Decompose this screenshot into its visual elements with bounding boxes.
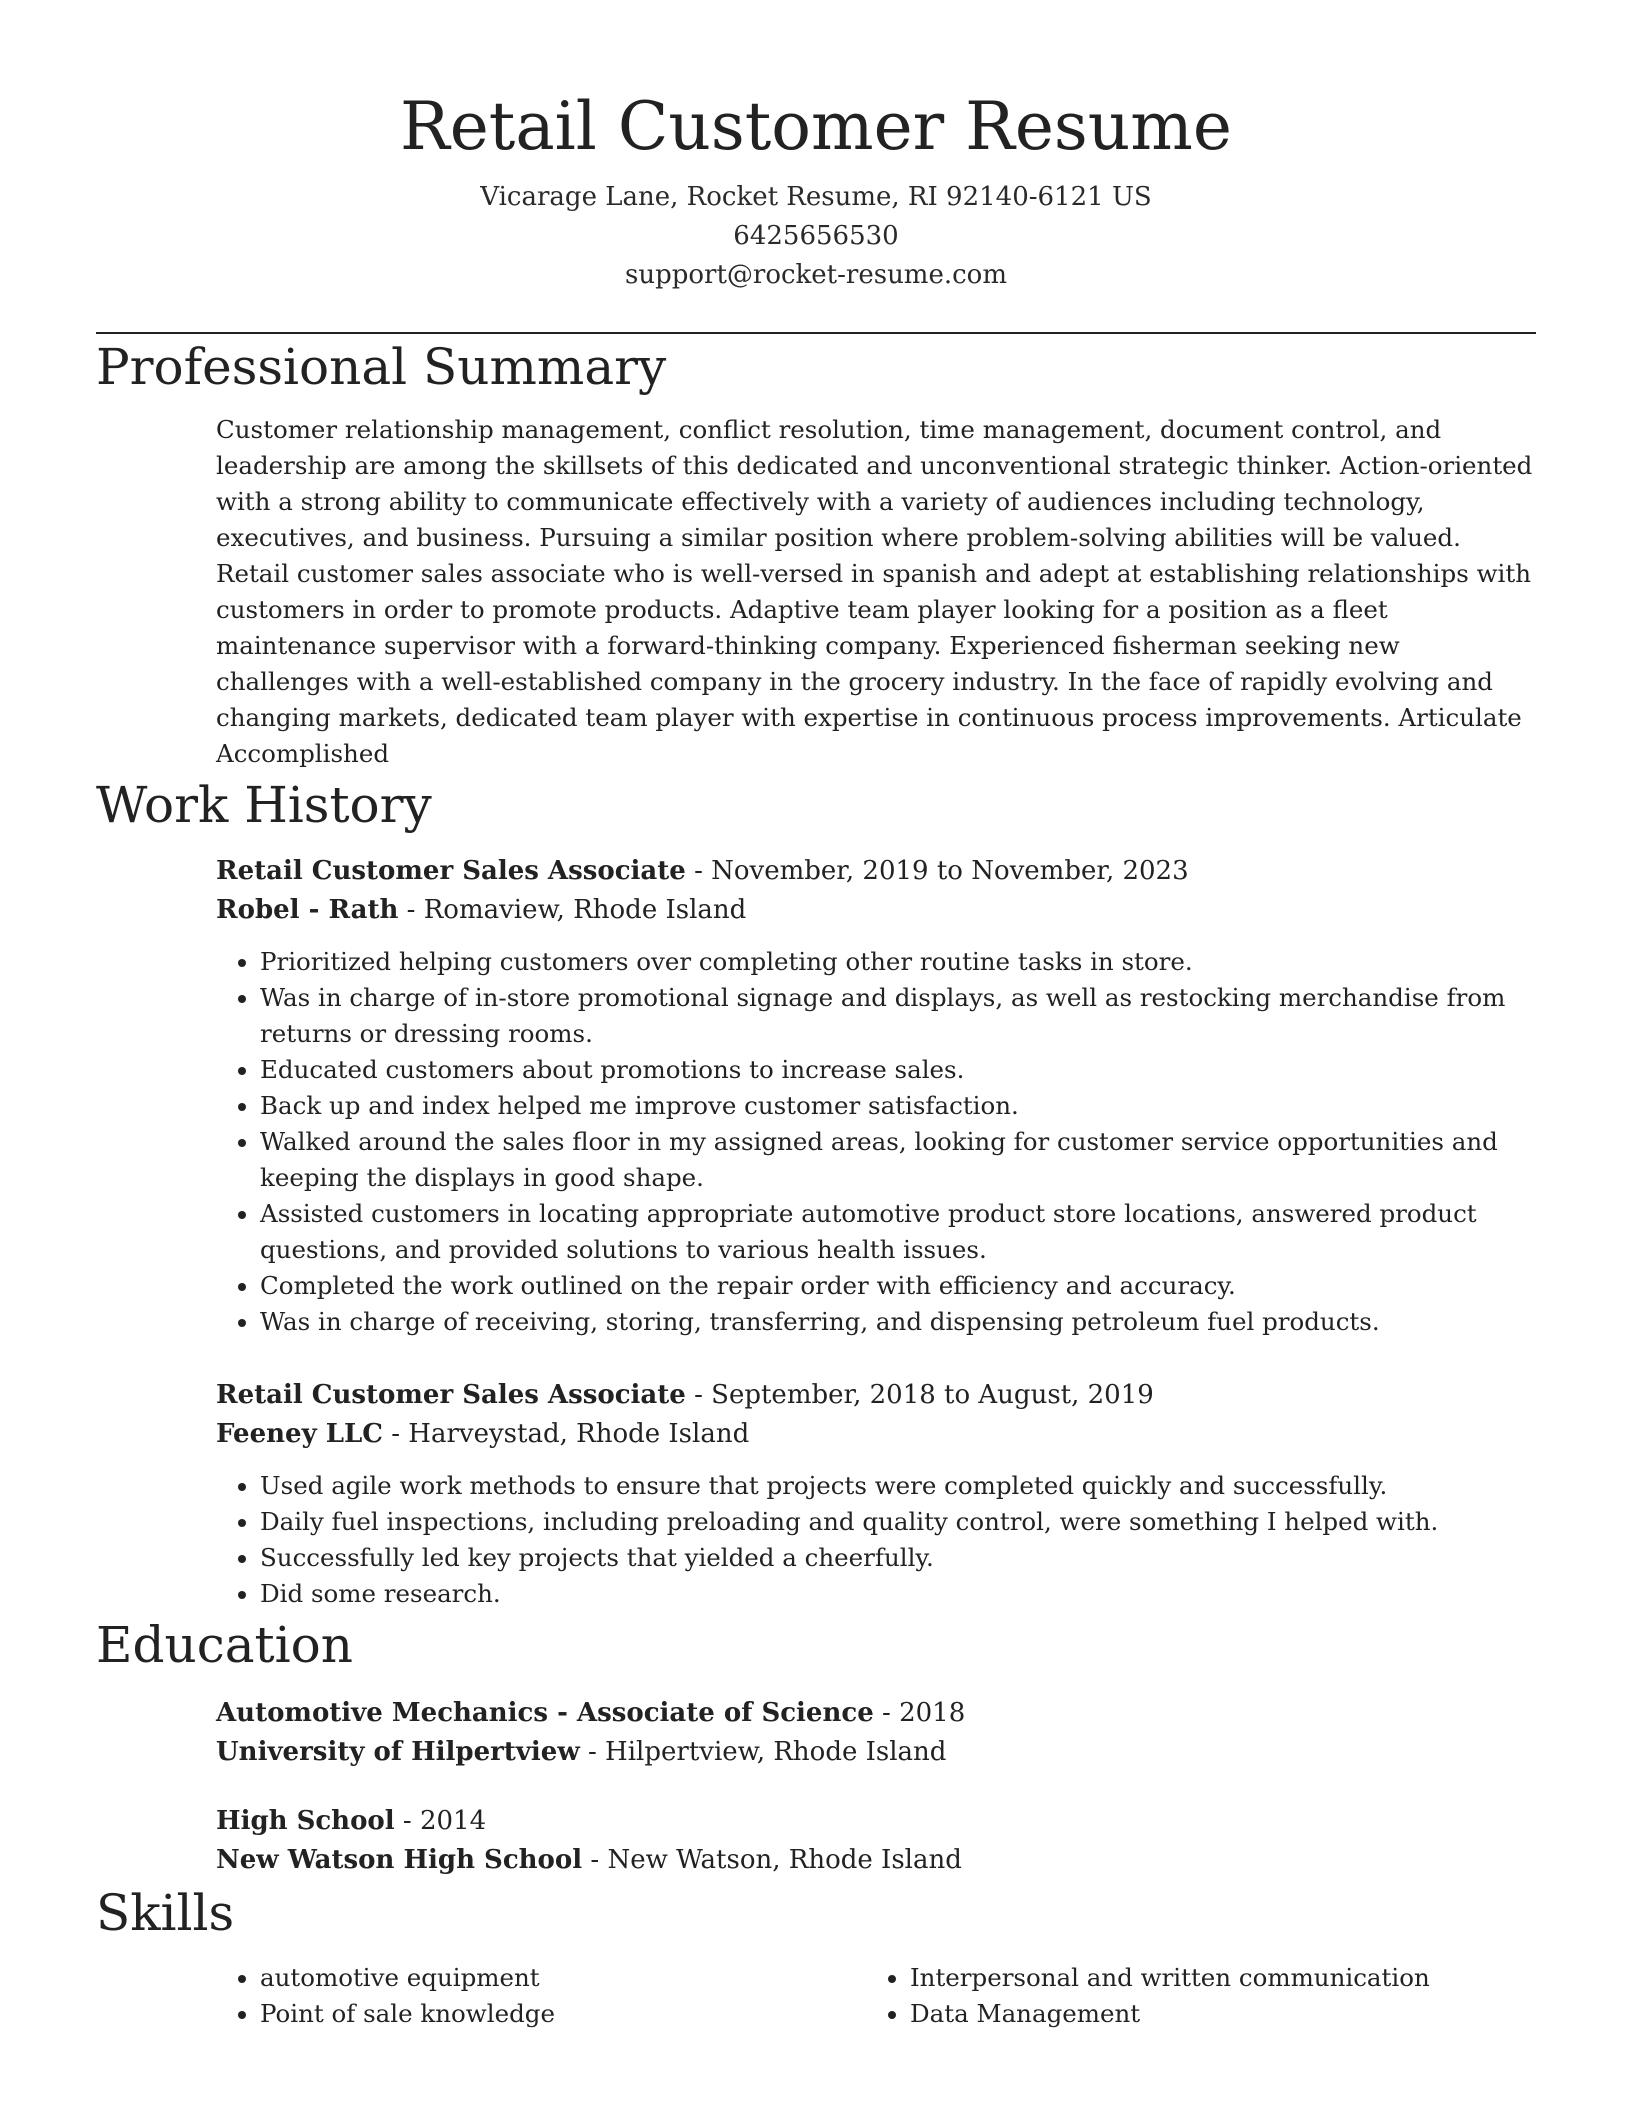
job-dates: - November, 2019 to November, 2023: [685, 856, 1189, 886]
skills-list-left: [216, 1960, 866, 2032]
list-item: • Walked around the sales floor in my assigned areas, looking for customer service opportunities and keeping the displays in good shape.: [260, 1124, 1536, 1196]
list-item: • Educated customers about promotions to increase sales.: [260, 1052, 1536, 1088]
school-name: New Watson High School: [216, 1845, 583, 1875]
skills-column-right: [866, 1960, 1516, 2032]
degree: Automotive Mechanics - Associate of Science: [216, 1698, 874, 1728]
summary-text: Customer relationship management, conflict resolution, time management, document control, and leadership are among the skillsets of this dedicated and unconventional strategic thinker. Action-oriented with a strong ability to communicate effectively with a variety of audiences including technology, executives, and business. Pursuing a similar position where problem-solving abilities will be valued. Retail customer sales associate who is well-versed in spanish and adept at establishing relationships with customers in order to promote products. Adaptive team player looking for a position as a fleet maintenance supervisor with a forward-thinking company. Experienced fisherman seeking new challenges with a well-established company in the grocery industry. In the face of rapidly evolving and changing markets, dedicated team player with expertise in continuous process improvements. Articulate Accomplished: [216, 415, 1533, 768]
resume-page: [96, 0, 1536, 2032]
job-title-line: [216, 1376, 1536, 1415]
list-item: • Was in charge of in-store promotional signage and displays, as well as restocking merchandise from returns or dressing rooms.: [260, 980, 1536, 1052]
list-item: • Used agile work methods to ensure that projects were completed quickly and successfully.: [260, 1468, 1536, 1504]
job-company-line: [216, 1415, 1536, 1454]
list-item: • Assisted customers in locating appropriate automotive product store locations, answered product questions, and provided solutions to various health issues.: [260, 1196, 1536, 1268]
job-duties: [216, 944, 1536, 1340]
list-item: • Was in charge of receiving, storing, transferring, and dispensing petroleum fuel products.: [260, 1304, 1536, 1340]
resume-header: [96, 0, 1536, 295]
school-line: [216, 1733, 1536, 1772]
skills-column-left: [216, 1960, 866, 2032]
summary-section: [216, 412, 1536, 772]
school-location: - Hilpertview, Rhode Island: [579, 1737, 947, 1767]
job-dates: - September, 2018 to August, 2019: [685, 1380, 1154, 1410]
job-company: Feeney LLC: [216, 1419, 383, 1449]
degree-line: [216, 1694, 1536, 1733]
job-company-line: [216, 891, 1536, 930]
job-title-line: [216, 852, 1536, 891]
contact-info: [96, 178, 1536, 295]
degree: High School: [216, 1806, 395, 1836]
graduation-year: - 2014: [394, 1806, 487, 1836]
list-item: • Did some research.: [260, 1576, 1536, 1612]
skills-grid: [216, 1960, 1536, 2032]
education-entry: [216, 1694, 1536, 1772]
job-entry: [216, 852, 1536, 1340]
school-location: - New Watson, Rhode Island: [582, 1845, 962, 1875]
resume-title: Retail Customer Resume: [400, 88, 1232, 165]
list-item: • Completed the work outlined on the repair order with efficiency and accuracy.: [260, 1268, 1536, 1304]
education-heading: Education: [96, 1616, 353, 1674]
address: Vicarage Lane, Rocket Resume, RI 92140-6121 US: [480, 182, 1152, 212]
job-duties: [216, 1468, 1536, 1612]
school-name: University of Hilpertview: [216, 1737, 580, 1767]
list-item: • Successfully led key projects that yielded a cheerfully.: [260, 1540, 1536, 1576]
job-location: - Romaview, Rhode Island: [398, 895, 747, 925]
graduation-year: - 2018: [873, 1698, 966, 1728]
list-item: • Back up and index helped me improve customer satisfaction.: [260, 1088, 1536, 1124]
degree-line: [216, 1802, 1536, 1841]
list-item: • Point of sale knowledge: [260, 1996, 866, 2032]
skills-section: [216, 1960, 1536, 2032]
list-item: • Daily fuel inspections, including preloading and quality control, were something I helped with.: [260, 1504, 1536, 1540]
skills-heading: Skills: [96, 1884, 235, 1942]
job-role: Retail Customer Sales Associate: [216, 856, 686, 886]
email: support@rocket-resume.com: [624, 260, 1007, 290]
phone: 6425656530: [733, 221, 899, 251]
summary-heading: Professional Summary: [96, 338, 667, 396]
job-location: - Harveystad, Rhode Island: [382, 1419, 750, 1449]
list-item: • Data Management: [910, 1996, 1516, 2032]
list-item: • Interpersonal and written communication: [910, 1960, 1516, 1996]
school-line: [216, 1841, 1536, 1880]
work-history-heading: Work History: [96, 776, 432, 834]
education-section: [216, 1694, 1536, 1880]
job-company: Robel - Rath: [216, 895, 399, 925]
job-entry: [216, 1376, 1536, 1612]
job-role: Retail Customer Sales Associate: [216, 1380, 686, 1410]
education-entry: [216, 1802, 1536, 1880]
list-item: • automotive equipment: [260, 1960, 866, 1996]
work-history-section: [216, 852, 1536, 1612]
skills-list-right: [866, 1960, 1516, 2032]
list-item: • Prioritized helping customers over completing other routine tasks in store.: [260, 944, 1536, 980]
